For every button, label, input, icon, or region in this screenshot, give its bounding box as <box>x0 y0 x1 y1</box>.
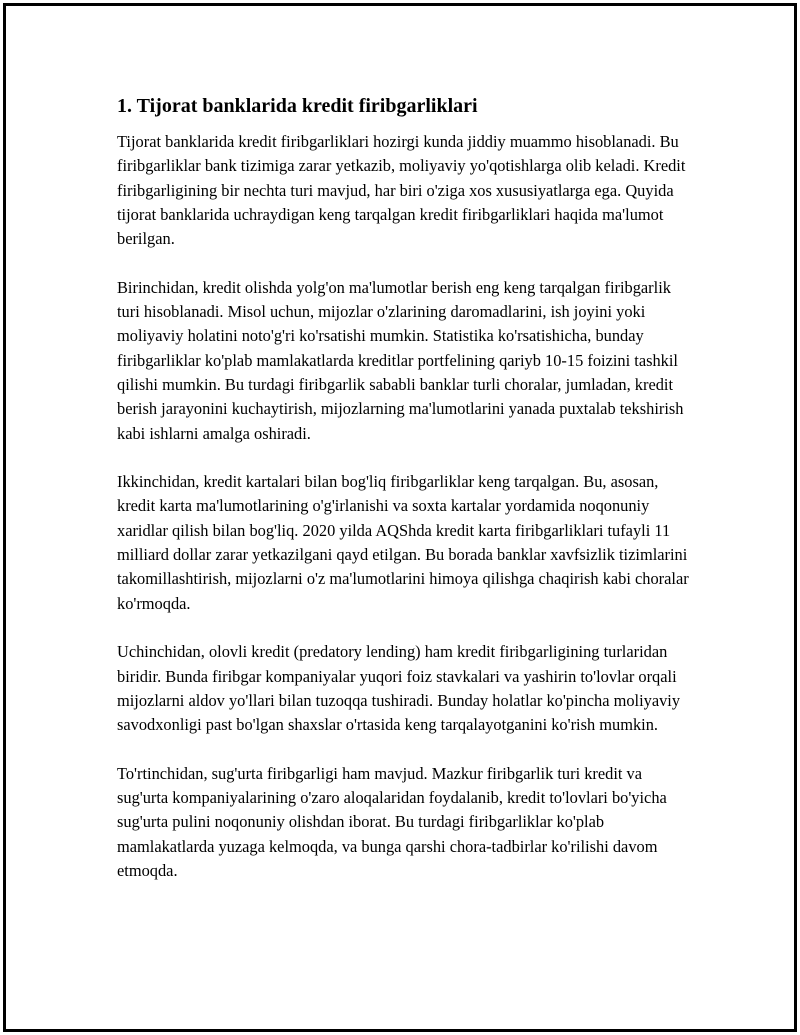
paragraph-third: Uchinchidan, olovli kredit (predatory lending) ham kredit firibgarligining turlaridan biridir. Bunda firibgar kompaniyalar yuqori foiz stavkalari va yashirin to'lovlar orqali mijozlarni aldov yo'llari bilan tuzoqqa tushiradi. Bunday holatlar ko'pincha moliyaviy savodxonligi past bo'lgan shaxslar o'rtasida keng tarqalayotganini ko'rish mumkin. <box>117 642 681 735</box>
section-title: 1. Tijorat banklarida kredit firibgarliklari <box>117 95 478 117</box>
paragraph-first: Birinchidan, kredit olishda yolg'on ma'lumotlar berish eng keng tarqalgan firibgarlik turi hisoblanadi. Misol uchun, mijozlar o'zlarining daromadlarini, ish joyini yoki moliyaviy holatini noto'g'ri ko'rsatishi mumkin. Statistika ko'rsatishicha, bunday firibgarliklar ko'plab mamlakatlarda kreditlar portfelining qariyb 10-15 foizini tashkil qilishi mumkin. Bu turdagi firibgarlik sababli banklar turli choralar, jumladan, kredit berish jarayonini kuchaytirish, mijozlarning ma'lumotlarini yanada puxtalab tekshirish kabi ishlarni amalga oshiradi. <box>117 277 684 443</box>
document-body <box>115 92 695 908</box>
paragraph-second: Ikkinchidan, kredit kartalari bilan bog'liq firibgarliklar keng tarqalgan. Bu, asosan, kredit karta ma'lumotlarining o'g'irlanishi va soxta kartalar yordamida noqonuniy xaridlar qilish bilan bog'liq. 2020 yilda AQShda kredit karta firibgarliklari tufayli 11 milliard dollar zarar yetkazilgani qayd etilgan. Bu borada banklar xavfsizlik tizimlarini takomillashtirish, mijozlarni o'z ma'lumotlarini himoya qilishga chaqirish kabi choralar ko'rmoqda. <box>117 472 689 613</box>
paragraph-intro: Tijorat banklarida kredit firibgarliklari hozirgi kunda jiddiy muammo hisoblanadi. Bu firibgarliklar bank tizimiga zarar yetkazib, moliyaviy yo'qotishlarga olib keladi. Kredit firibgarligining bir nechta turi mavjud, har biri o'ziga xos xususiyatlarga ega. Quyida tijorat banklarida uchraydigan keng tarqalgan kredit firibgarliklari haqida ma'lumot berilgan. <box>117 132 686 249</box>
paragraph-fourth: To'rtinchidan, sug'urta firibgarligi ham mavjud. Mazkur firibgarlik turi kredit va sug'urta kompaniyalarining o'zaro aloqalaridan foydalanib, kredit to'lovlari bo'yicha sug'urta pulini noqonuniy olishdan iborat. Bu turdagi firibgarliklar ko'plab mamlakatlarda yuzaga kelmoqda, va bunga qarshi chora-tadbirlar ko'rilishi davom etmoqda. <box>117 763 667 880</box>
